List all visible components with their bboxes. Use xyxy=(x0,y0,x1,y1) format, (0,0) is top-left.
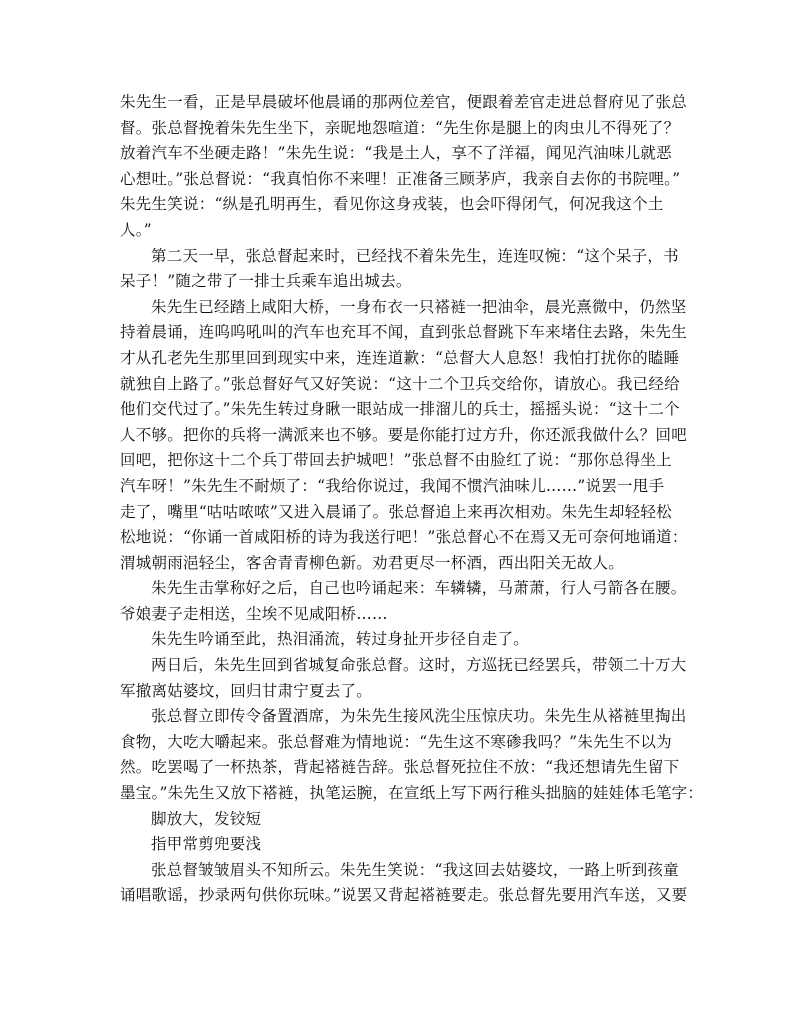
text-line: 然。吃罢喝了一杯热茶，背起褡裢告辞。张总督死拉住不放：“我还想请先生留下 xyxy=(120,758,680,777)
text-line: 渭城朝雨浥轻尘，客舍青青柳色新。劝君更尽一杯酒，西出阳关无故人。 xyxy=(120,553,625,572)
text-line: 他们交代过了。”朱先生转过身瞅一眼站成一排溜儿的兵士，摇摇头说：“这十二个 xyxy=(120,400,680,419)
text-line: 朱先生吟诵至此，热泪涌流，转过身扯开步径自走了。 xyxy=(151,630,530,649)
text-line: 就独自上路了。”张总督好气又好笑说：“这十二个卫兵交给你，请放心。我已经给 xyxy=(120,374,680,393)
text-line: 爷娘妻子走相送，尘埃不见咸阳桥…… xyxy=(120,604,388,623)
text-line: 两日后，朱先生回到省城复命张总督。这时，方巡抚已经罢兵，带领二十万大 xyxy=(151,656,687,675)
text-line: 第二天一早，张总督起来时，已经找不着朱先生，连连叹惋：“这个呆子，书 xyxy=(151,246,679,265)
text-line: 走了，嘴里“咕咕哝哝”又进入晨诵了。张总督追上来再次相劝。朱先生却轻轻松 xyxy=(120,502,672,521)
document-page xyxy=(120,90,704,909)
text-line: 持着晨诵，连呜呜吼叫的汽车也充耳不闻，直到张总督跳下车来堵住去路，朱先生 xyxy=(120,323,688,342)
text-line: 心想吐。”张总督说：“我真怕你不来哩！正准备三顾茅庐，我亲自去你的书院哩。” xyxy=(120,169,681,188)
text-line: 人不够。把你的兵将一满派来也不够。要是你能打过方升，你还派我做什么？回吧 xyxy=(120,425,688,444)
text-line: 食物，大吃大嚼起来。张总督难为情地说：“先生这不寒碜我吗？”朱先生不以为 xyxy=(120,732,672,751)
text-line: 指甲常剪兜要浅 xyxy=(151,835,262,854)
text-line: 朱先生一看，正是早晨破坏他晨诵的那两位差官，便跟着差官走进总督府见了张总 xyxy=(120,93,688,111)
text-line: 诵唱歌谣，抄录两句供你玩味。”说罢又背起褡裢要走。张总督先要用汽车送，又要 xyxy=(120,886,688,905)
text-line: 朱先生击掌称好之后，自己也吟诵起来：车辚辚，马萧萧，行人弓箭各在腰。 xyxy=(151,579,687,598)
text-line: 墨宝。”朱先生又放下褡裢，执笔运腕，在宣纸上写下两行稚头拙脑的娃娃体毛笔字： xyxy=(120,784,704,803)
text-line: 军撤离姑婆坟，回归甘肃宁夏去了。 xyxy=(120,681,373,700)
text-line: 督。张总督挽着朱先生坐下，亲昵地怨喧道：“先生你是腿上的肉虫儿不得死了？ xyxy=(120,118,680,137)
text-line: 脚放大，发铰短 xyxy=(151,809,262,828)
text-line: 朱先生笑说：“纵是孔明再生，看见你这身戎装，也会吓得闭气，何况我这个土 xyxy=(120,195,664,214)
text-line: 松地说：“你诵一首咸阳桥的诗为我送行吧！”张总督心不在焉又无可奈何地诵道： xyxy=(120,528,688,547)
text-line: 汽车呀！”朱先生不耐烦了：“我给你说过，我闻不惯汽油味儿……”说罢一甩手 xyxy=(120,476,665,495)
text-line: 回吧，把你这十二个兵丁带回去护城吧！”张总督不由脸红了说：“那你总得坐上 xyxy=(120,451,672,470)
text-line: 人。” xyxy=(120,220,152,239)
text-line: 张总督皱皱眉头不知所云。朱先生笑说：“我这回去姑婆坟，一路上听到孩童 xyxy=(151,860,679,879)
text-line: 才从孔老先生那里回到现实中来，连连道歉：“总督大人息怒！我怕打扰你的瞌睡 xyxy=(120,348,680,367)
text-line: 呆子！”随之带了一排士兵乘车追出城去。 xyxy=(120,272,412,291)
text-line: 朱先生已经踏上咸阳大桥，一身布衣一只褡裢一把油伞，晨光熹微中，仍然坚 xyxy=(151,297,687,316)
text-line: 张总督立即传令备置酒席，为朱先生接风洗尘压惊庆功。朱先生从褡裢里掏出 xyxy=(151,707,687,726)
text-line: 放着汽车不坐硬走路！”朱先生说：“我是土人，享不了洋福，闻见汽油味儿就恶 xyxy=(120,144,672,163)
